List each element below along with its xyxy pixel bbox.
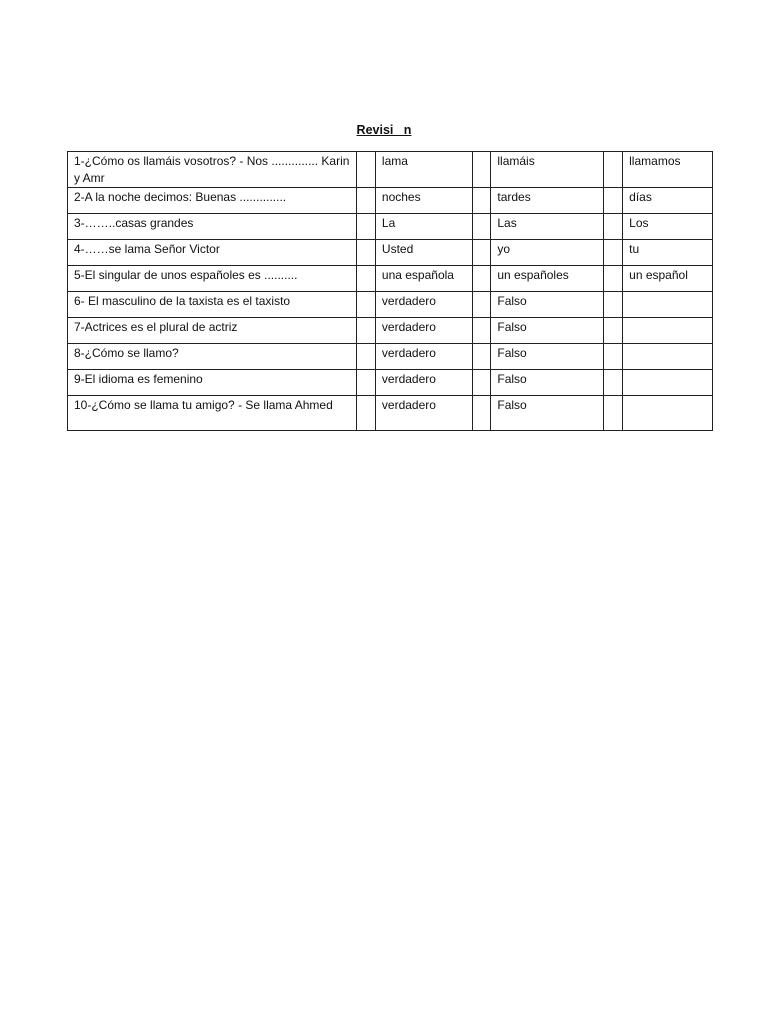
- quiz-table: [67, 151, 713, 431]
- answer-box[interactable]: [472, 318, 491, 344]
- option-cell: Usted: [375, 240, 472, 266]
- answer-box[interactable]: [604, 266, 623, 292]
- table-row: [68, 292, 713, 318]
- option-cell: [623, 396, 713, 431]
- answer-box[interactable]: [472, 214, 491, 240]
- table-row: [68, 240, 713, 266]
- question-cell: 3-……..casas grandes: [68, 214, 357, 240]
- answer-box[interactable]: [357, 370, 376, 396]
- option-cell: un español: [623, 266, 713, 292]
- answer-box[interactable]: [357, 318, 376, 344]
- table-row: [68, 370, 713, 396]
- option-cell: [623, 292, 713, 318]
- option-cell: [623, 344, 713, 370]
- answer-box[interactable]: [357, 396, 376, 431]
- option-cell: [623, 370, 713, 396]
- answer-box[interactable]: [357, 266, 376, 292]
- page-title: Revisi n: [356, 123, 412, 137]
- option-cell: Los: [623, 214, 713, 240]
- answer-box[interactable]: [604, 344, 623, 370]
- table-row: [68, 214, 713, 240]
- answer-box[interactable]: [472, 240, 491, 266]
- option-cell: tu: [623, 240, 713, 266]
- question-cell: 2-A la noche decimos: Buenas ..............: [68, 188, 357, 214]
- option-cell: llamáis: [491, 152, 604, 188]
- option-cell: [623, 318, 713, 344]
- option-cell: un españoles: [491, 266, 604, 292]
- option-cell: una española: [375, 266, 472, 292]
- answer-box[interactable]: [357, 344, 376, 370]
- option-cell: días: [623, 188, 713, 214]
- table-row: [68, 266, 713, 292]
- answer-box[interactable]: [472, 370, 491, 396]
- question-cell: 1-¿Cómo os llamáis vosotros? - Nos .............. Karin y Amr: [68, 152, 357, 188]
- answer-box[interactable]: [604, 240, 623, 266]
- option-cell: Falso: [491, 318, 604, 344]
- answer-box[interactable]: [472, 344, 491, 370]
- answer-box[interactable]: [604, 188, 623, 214]
- answer-box[interactable]: [357, 152, 376, 188]
- table-row: [68, 344, 713, 370]
- option-cell: Falso: [491, 344, 604, 370]
- table-row: [68, 318, 713, 344]
- answer-box[interactable]: [472, 152, 491, 188]
- option-cell: yo: [491, 240, 604, 266]
- question-cell: 9-El idioma es femenino: [68, 370, 357, 396]
- question-cell: 10-¿Cómo se llama tu amigo? - Se llama Ahmed: [68, 396, 357, 431]
- answer-box[interactable]: [604, 370, 623, 396]
- question-cell: 4-……se lama Señor Victor: [68, 240, 357, 266]
- question-cell: 5-El singular de unos españoles es ..........: [68, 266, 357, 292]
- option-cell: noches: [375, 188, 472, 214]
- option-cell: La: [375, 214, 472, 240]
- option-cell: verdadero: [375, 318, 472, 344]
- option-cell: verdadero: [375, 344, 472, 370]
- answer-box[interactable]: [472, 292, 491, 318]
- table-row: [68, 188, 713, 214]
- option-cell: Falso: [491, 292, 604, 318]
- answer-box[interactable]: [604, 292, 623, 318]
- answer-box[interactable]: [604, 318, 623, 344]
- answer-box[interactable]: [357, 240, 376, 266]
- option-cell: verdadero: [375, 292, 472, 318]
- option-cell: Falso: [491, 370, 604, 396]
- answer-box[interactable]: [357, 292, 376, 318]
- option-cell: lama: [375, 152, 472, 188]
- option-cell: Falso: [491, 396, 604, 431]
- option-cell: verdadero: [375, 396, 472, 431]
- answer-box[interactable]: [357, 214, 376, 240]
- question-cell: 6- El masculino de la taxista es el taxisto: [68, 292, 357, 318]
- answer-box[interactable]: [604, 152, 623, 188]
- question-cell: 8-¿Cómo se llamo?: [68, 344, 357, 370]
- answer-box[interactable]: [472, 266, 491, 292]
- table-row: [68, 396, 713, 431]
- table-row: [68, 152, 713, 188]
- answer-box[interactable]: [604, 214, 623, 240]
- option-cell: verdadero: [375, 370, 472, 396]
- answer-box[interactable]: [472, 396, 491, 431]
- option-cell: Las: [491, 214, 604, 240]
- option-cell: tardes: [491, 188, 604, 214]
- answer-box[interactable]: [357, 188, 376, 214]
- option-cell: llamamos: [623, 152, 713, 188]
- answer-box[interactable]: [604, 396, 623, 431]
- question-cell: 7-Actrices es el plural de actriz: [68, 318, 357, 344]
- answer-box[interactable]: [472, 188, 491, 214]
